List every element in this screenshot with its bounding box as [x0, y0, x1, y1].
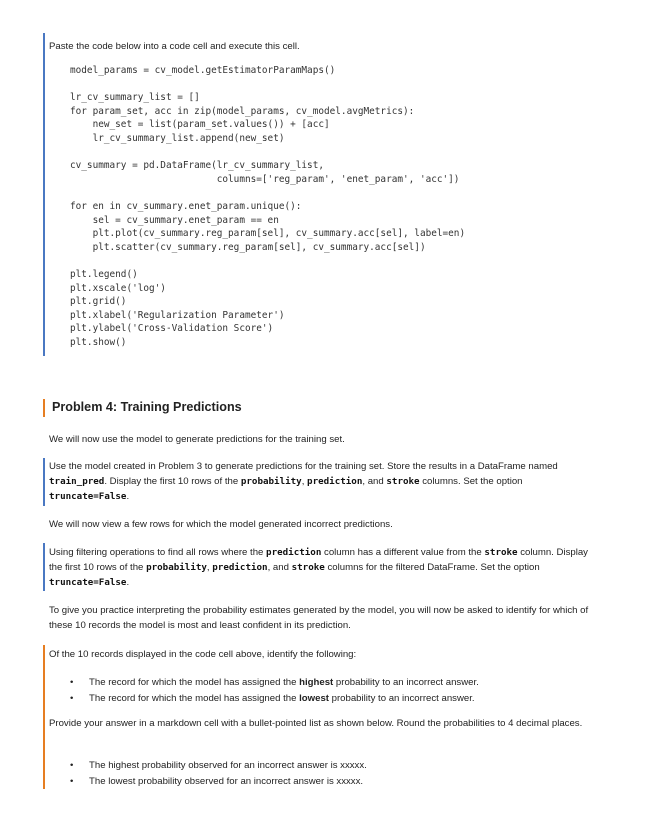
code-line: model_params = cv_model.getEstimatorParamMaps()	[70, 65, 336, 76]
list-item: • The lowest probability observed for an incorrect answer is xxxxx.	[70, 774, 367, 790]
intro-text: Paste the code below into a code cell and execute this cell.	[49, 41, 300, 52]
cell-marker-answer	[43, 645, 45, 789]
answer-template-list	[70, 758, 367, 789]
cell-marker-task-2	[43, 543, 45, 591]
code-line: plt.legend()	[70, 268, 138, 280]
paragraph-task-1: Use the model created in Problem 3 to generate predictions for the training set. Store the results in a DataFrame named train_pred. Display the first 10 rows of the probability, prediction, and stroke columns. Set the option truncate=False.	[49, 461, 558, 502]
paragraph-instructions: Provide your answer in a markdown cell with a bullet-pointed list as shown below. Round the probabilities to 4 decimal places.	[49, 718, 583, 729]
list-item: • The record for which the model has assigned the highest probability to an incorrect answer.	[70, 675, 479, 691]
identify-list	[70, 675, 479, 706]
code-line: plt.scatter(cv_summary.reg_param[sel], cv_summary.acc[sel])	[70, 241, 426, 253]
paragraph-intro: We will now use the model to generate predictions for the training set.	[49, 434, 345, 445]
bullet-icon: •	[70, 760, 74, 771]
bullet-icon: •	[70, 775, 74, 787]
code-line: columns=['reg_param', 'enet_param', 'acc'])	[70, 173, 460, 185]
section-heading: Problem 4: Training Predictions	[52, 400, 242, 414]
code-line: plt.xlabel('Regularization Parameter')	[70, 309, 285, 321]
code-line: new_set = list(param_set.values()) + [acc]	[70, 119, 330, 131]
code-line: sel = cv_summary.enet_param == en	[70, 214, 279, 226]
list-item: • The record for which the model has assigned the lowest probability to an incorrect answer.	[70, 691, 479, 707]
code-line: plt.show()	[70, 336, 127, 348]
code-line: plt.ylabel('Cross-Validation Score')	[70, 323, 274, 335]
paragraph-incorrect: We will now view a few rows for which the model generated incorrect predictions.	[49, 519, 393, 530]
code-line: lr_cv_summary_list = []	[70, 92, 200, 104]
code-line: for param_set, acc in zip(model_params, cv_model.avgMetrics):	[70, 105, 415, 117]
code-line: for en in cv_summary.enet_param.unique():	[70, 200, 302, 212]
code-line: lr_cv_summary_list.append(new_set)	[70, 132, 285, 144]
code-block	[70, 64, 465, 349]
list-item: • The highest probability observed for an incorrect answer is xxxxx.	[70, 758, 367, 774]
code-line: plt.xscale('log')	[70, 282, 166, 294]
bullet-icon: •	[70, 692, 74, 704]
paragraph-practice: To give you practice interpreting the probability estimates generated by the model, you will now be asked to identify for which of these 10 records the model is most and least confident in its prediction.	[49, 605, 589, 631]
paragraph-task-2: Using filtering operations to find all rows where the prediction column has a different value from the stroke column. Display the first 10 rows of the probability, prediction, and stroke columns for the filtered DataFrame. Set the option truncate=False.	[49, 547, 588, 588]
code-line: plt.plot(cv_summary.reg_param[sel], cv_summary.acc[sel], label=en)	[70, 228, 466, 240]
cell-marker-heading	[43, 399, 45, 417]
paragraph-identify: Of the 10 records displayed in the code cell above, identify the following:	[49, 649, 357, 660]
code-line: plt.grid()	[70, 296, 127, 308]
code-line: cv_summary = pd.DataFrame(lr_cv_summary_list,	[70, 160, 324, 172]
cell-marker-task-1	[43, 458, 45, 506]
bullet-icon: •	[70, 677, 74, 688]
cell-marker-code	[43, 33, 45, 356]
